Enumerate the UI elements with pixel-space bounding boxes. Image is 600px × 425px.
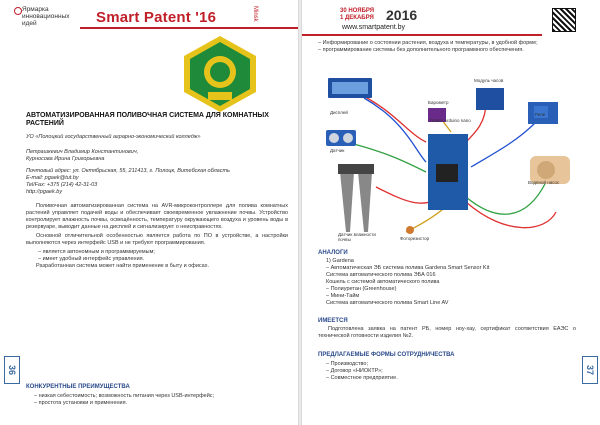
ip-text: Подготовлена заявка на патент РБ, номер ноу-хау, сертификат соответствия ЕАЭС о технической готовности изделия №2. [318, 326, 576, 339]
left-page [0, 0, 298, 425]
list-item: 1) Gardena [326, 258, 354, 264]
page-number-right: 37 [582, 356, 598, 384]
list-item: – программирование системы без дополнительного программного обеспечения. [318, 47, 524, 53]
ip-heading: ИМЕЕТСЯ [318, 318, 348, 324]
college-emblem [180, 34, 260, 114]
list-item: – Автоматическая ЭБ система полива Gardena Smart Sensor Kit [326, 265, 490, 271]
label-display: Дисплей [330, 110, 348, 115]
list-item: – низкая себестоимость; возможность питания через USB-интерфейс; [34, 393, 215, 399]
page-number-left: 36 [4, 356, 20, 384]
label-pump: Водяной насос [528, 180, 560, 185]
article-contacts: Почтовый адрес: ул. Октябрьская, 55, 211413, г. Полоцк, Витебская область E-mail: pgaek@tut.by Tel/Fax: +375 (214) 42-31-03 http://pgaek.by [26, 168, 230, 195]
paragraph: Поливочная автоматизированная система на AVR-микроконтроллере для полива комнатных растений управляет подачей воды и обеспечивает своевременное увлажнение почвы. Устройство контролирует влажность почвы, освещённость, температуру окружающего воздуха и уровень воды в резервуаре, выводит данные на дисплей и сигнализирует о неисправностях. [26, 203, 288, 230]
article-body [26, 203, 288, 272]
list-item: Система автоматического полива Smart Line AV [326, 300, 449, 306]
list-item: – Совместное предприятие. [326, 375, 398, 381]
label-soil: Датчик влажности почвы [338, 232, 376, 242]
label-arduino: Плата Arduino nano [430, 118, 471, 123]
header-rule [80, 27, 298, 29]
label-barometer: Барометр [428, 100, 449, 105]
city-label: Minsk [252, 6, 258, 22]
list-item: – Полиуретан (Greenhouse) [326, 286, 397, 292]
article-org: УО «Полоцкий государственный аграрно-экономический колледж» [26, 134, 201, 140]
wiring-diagram [316, 72, 578, 252]
list-item: Система автоматического полива ЭБА 016 [326, 272, 436, 278]
label-relay: Реле [535, 112, 546, 117]
features-list [318, 40, 580, 54]
fair-name: Ярмарка инновационных идей [22, 6, 70, 27]
advantages-heading: КОНКУРЕНТНЫЕ ПРЕИМУЩЕСТВА [26, 384, 130, 390]
analogs-heading: АНАЛОГИ [318, 250, 348, 256]
list-item: – Информирование о состоянии растения, воздуха и температуры, в удобной форме; [318, 40, 538, 46]
label-photo: Фоторезистор [400, 236, 430, 241]
event-year: 2016 [386, 7, 418, 23]
label-sensor: Датчик [330, 148, 345, 153]
list-item: – Производство; [326, 361, 368, 367]
article-title: АВТОМАТИЗИРОВАННАЯ ПОЛИВОЧНАЯ СИСТЕМА ДЛЯ КОМНАТНЫХ РАСТЕНИЙ [26, 112, 269, 127]
paragraph: Основной отличительной особенностью является работа по ПО в устройстве, а настройки выполняются через интерфейс USB и не требуют программирования. [26, 233, 288, 246]
list-item: – Мини-Тайм [326, 293, 360, 299]
event-dates: 30 НОЯБРЯ 1 ДЕКАБРЯ [340, 8, 375, 21]
cooperation-list [326, 361, 576, 382]
advantages-list [34, 393, 284, 407]
paragraph: Разработанная система может найти применение в быту и офисах. [36, 263, 209, 269]
header-rule-right [302, 34, 542, 36]
website-link[interactable]: www.smartpatent.by [342, 24, 406, 31]
cooperation-heading: ПРЕДЛАГАЕМЫЕ ФОРМЫ СОТРУДНИЧЕСТВА [318, 352, 455, 358]
label-clock: Модуль часов [474, 78, 504, 83]
qr-code-icon [552, 8, 576, 32]
article-authors: Петрашкевич Владимир Константинович, Курносова Ирина Григорьевна [26, 149, 139, 162]
analogs-list [326, 258, 581, 307]
list-item: – простота установки и применения. [34, 400, 128, 406]
list-item: – Договор «НИОКТР»; [326, 368, 383, 374]
fair-logo-icon [14, 7, 22, 15]
list-item: – является автономным и программируемым; [38, 249, 155, 255]
list-item: Кошель с системой автоматического полива [326, 279, 440, 285]
brand-title: Smart Patent '16 [96, 9, 217, 26]
list-item: – имеет удобный интерфейс управления. [38, 256, 145, 262]
